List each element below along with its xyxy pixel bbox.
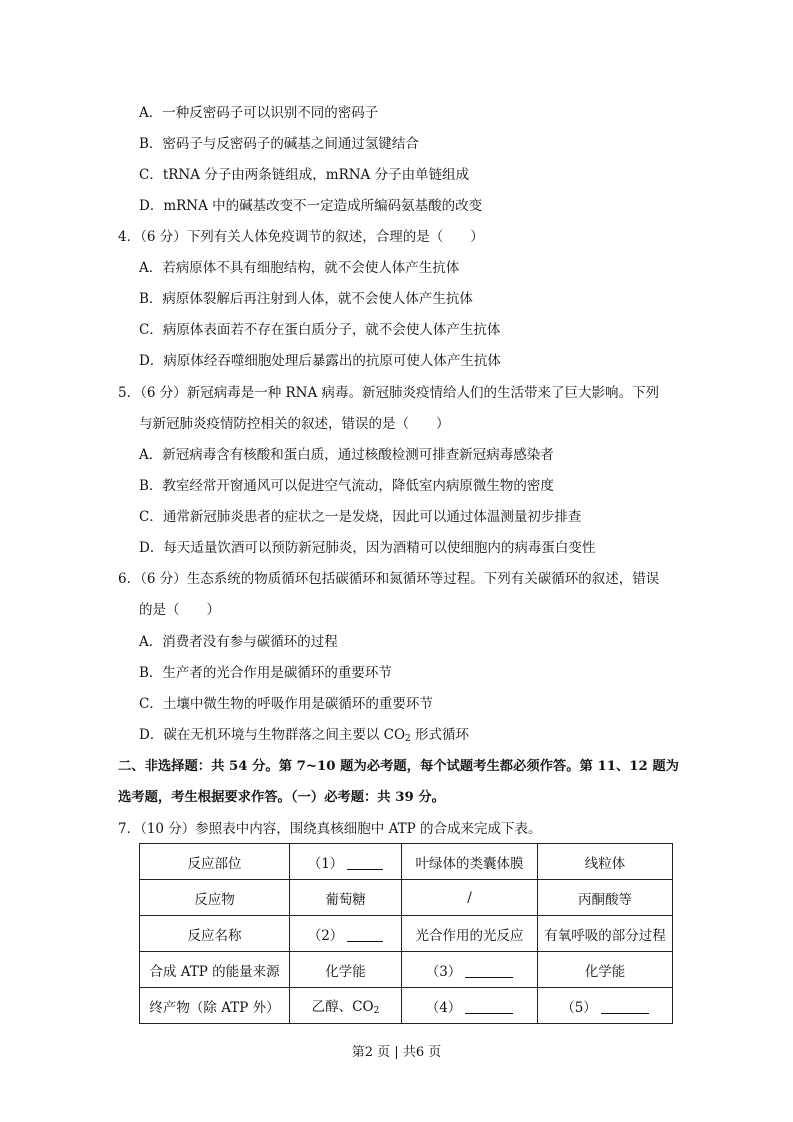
q5-stem-line1: 5．（6 分）新冠病毒是一种 RNA 病毒。新冠肺炎疫情给人们的生活带来了巨大影响。下列	[118, 385, 660, 401]
blank-number: （1）	[307, 855, 344, 872]
row-label: 反应物	[140, 880, 290, 916]
row-label: 合成 ATP 的能量来源	[140, 952, 290, 988]
section2-heading-line1: 二、非选择题：共 54 分。第 7~10 题为必考题，每个试题考生都必须作答。第 11、12 题为	[118, 759, 679, 774]
q6-stem-line1: 6．（6 分）生态系统的物质循环包括碳循环和氮循环等过程。下列有关碳循环的叙述，错误	[118, 571, 660, 587]
table-cell: 化学能	[538, 952, 673, 988]
row-label: 反应名称	[140, 916, 290, 952]
answer-blank-1[interactable]	[347, 855, 383, 870]
table-cell	[290, 988, 402, 1024]
table-cell: 叶绿体的类囊体膜	[402, 844, 538, 880]
q6-option-d-subscript: 2	[405, 734, 411, 744]
q6-option-c: C．土壤中微生物的呼吸作用是碳循环的重要环节	[139, 696, 433, 712]
table-row	[140, 880, 673, 916]
row-label: 终产物（除 ATP 外）	[140, 988, 290, 1024]
table-cell	[402, 952, 538, 988]
q3-option-a: A．一种反密码子可以识别不同的密码子	[139, 105, 379, 121]
row-label: 反应部位	[140, 844, 290, 880]
q6-stem-line2: 的是（ ）	[139, 602, 220, 618]
q6-option-d-tail: 形式循环	[410, 727, 470, 743]
q3-option-c: C．tRNA 分子由两条链组成，mRNA 分子由单链组成	[139, 167, 470, 183]
q5-option-b: B．教室经常开窗通风可以促进空气流动，降低室内病原微生物的密度	[139, 478, 554, 494]
table-cell: 光合作用的光反应	[402, 916, 538, 952]
table-cell: 有氧呼吸的部分过程	[538, 916, 673, 952]
table-cell: 丙酮酸等	[538, 880, 673, 916]
product-subscript: 2	[373, 1006, 380, 1016]
q6-option-d-text: D．碳在无机环境与生物群落之间主要以 CO	[139, 727, 406, 743]
q5-option-c: C．通常新冠肺炎患者的症状之一是发烧，因此可以通过体温测量初步排查	[139, 509, 582, 525]
q4-option-a: A．若病原体不具有细胞结构，就不会使人体产生抗体	[139, 260, 460, 276]
section2-heading-line2: 选考题，考生根据要求作答。（一）必考题：共 39 分。	[118, 790, 445, 805]
answer-blank-3[interactable]	[465, 963, 513, 978]
answer-blank-4[interactable]	[465, 999, 513, 1014]
answer-blank-5[interactable]	[601, 999, 649, 1014]
table-row	[140, 916, 673, 952]
table-cell	[290, 916, 402, 952]
blank-number: （2）	[307, 927, 344, 944]
table-row	[140, 952, 673, 988]
table-cell: 线粒体	[538, 844, 673, 880]
table-cell: 化学能	[290, 952, 402, 988]
blank-number: （4）	[425, 999, 462, 1016]
blank-number: （5）	[561, 999, 597, 1016]
answer-blank-2[interactable]	[347, 927, 383, 942]
q4-option-b: B．病原体裂解后再注射到人体，就不会使人体产生抗体	[139, 291, 473, 307]
table-cell	[402, 988, 538, 1024]
q4-stem: 4．（6 分）下列有关人体免疫调节的叙述，合理的是（ ）	[118, 229, 484, 245]
q5-stem-line2: 与新冠肺炎疫情防控相关的叙述，错误的是（ ）	[139, 416, 450, 432]
q6-option-b: B．生产者的光合作用是碳循环的重要环节	[139, 665, 392, 681]
atp-table	[139, 843, 673, 1024]
q4-option-c: C．病原体表面若不存在蛋白质分子，就不会使人体产生抗体	[139, 322, 501, 338]
q5-option-d: D．每天适量饮酒可以预防新冠肺炎，因为酒精可以使细胞内的病毒蛋白变性	[139, 540, 596, 556]
blank-number: （3）	[425, 963, 462, 980]
table-cell	[290, 844, 402, 880]
q7-stem: 7．（10 分）参照表中内容，围绕真核细胞中 ATP 的合成来完成下表。	[118, 821, 542, 837]
page-footer: 第2 页 | 共6 页	[351, 1045, 442, 1060]
q3-option-d: D．mRNA 中的碱基改变不一定造成所编码氨基酸的改变	[139, 198, 483, 214]
table-cell	[538, 988, 673, 1024]
table-row	[140, 988, 673, 1024]
q6-option-d	[139, 726, 469, 748]
q4-option-d: D．病原体经吞噬细胞处理后暴露出的抗原可使人体产生抗体	[139, 353, 501, 369]
q6-option-a: A．消费者没有参与碳循环的过程	[139, 634, 338, 650]
q5-option-a: A．新冠病毒含有核酸和蛋白质，通过核酸检测可排查新冠病毒感染者	[139, 447, 554, 463]
table-cell: /	[402, 880, 538, 916]
q3-option-b: B．密码子与反密码子的碱基之间通过氢键结合	[139, 136, 419, 152]
table-cell: 葡萄糖	[290, 880, 402, 916]
product-text: 乙醇、CO	[311, 999, 374, 1015]
table-row	[140, 844, 673, 880]
